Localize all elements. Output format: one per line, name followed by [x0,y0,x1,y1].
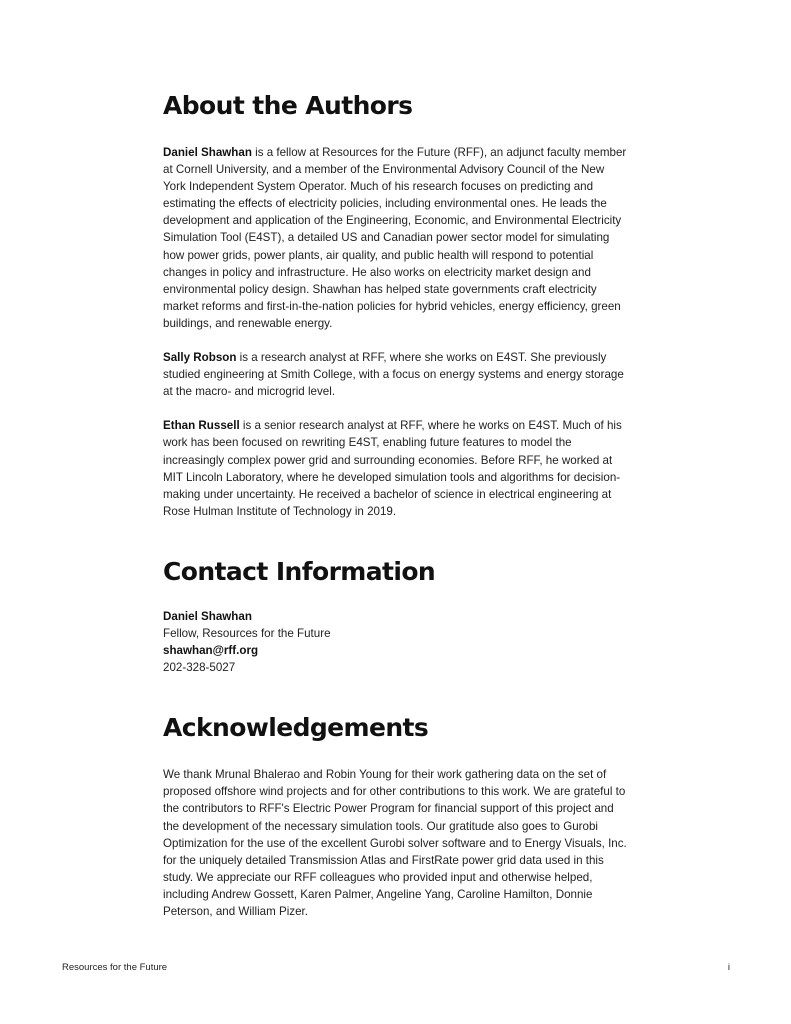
acknowledgements-section [163,710,629,920]
author-bio-russell [163,417,629,520]
about-authors-section [163,88,629,520]
contact-name: Daniel Shawhan [163,609,252,623]
page-content [163,88,629,920]
acknowledgements-heading: Acknowledgements [163,713,429,743]
author-bio-robson [163,349,629,400]
footer-publisher: Resources for the Future [62,962,168,973]
contact-email-link[interactable]: shawhan@rff.org [163,644,259,658]
author-name: Sally Robson [163,351,237,365]
author-bio-text: is a fellow at Resources for the Future (RFF), an adjunct faculty member at Cornell University, and a member of the Environmental Advisory Council of the New York Independent System Operator. Much of his research focuses on predicting and estimating the effects of electricity policies, including environmental ones. He leads the development and application of the Engineering, Economic, and Environmental Electricity Simulation Tool (E4ST), a detailed US and Canadian power sector model for simulating how power grids, power plants, air quality, and public health will respond to potential changes in policy and infrastructure. He also works on electricity market design and environmental policy design. Shawhan has helped state governments craft electricity market reforms and first-in-the-nation policies for hybrid vehicles, energy efficiency, green buildings, and renewable energy. [163,146,627,330]
author-name: Daniel Shawhan [163,146,252,159]
contact-section [163,554,629,676]
author-name: Ethan Russell [163,419,240,433]
about-authors-heading: About the Authors [163,91,413,120]
contact-title: Fellow, Resources for the Future [163,626,331,640]
contact-phone: 202-328-5027 [163,661,236,675]
contact-heading: Contact Information [163,556,436,586]
author-bio-text: is a senior research analyst at RFF, where he works on E4ST. Much of his work has been focused on rewriting E4ST, enabling future features to model the increasingly complex power grid and surrounding economies. Before RFF, he worked at MIT Lincoln Laboratory, where he developed simulation tools and algorithms for decision-making under uncertainty. He received a bachelor of science in electrical engineering at Rose Hulman Institute of Technology in 2019. [163,419,622,518]
author-bio-shawhan [163,144,629,332]
acknowledgements-text: We thank Mrunal Bhalerao and Robin Young for their work gathering data on the set of proposed offshore wind projects and for other contributions to this work. We are grateful to the contributors to RFF's Electric Power Program for financial support of this project and the development of the necessary simulation tools. Our gratitude also goes to Gurobi Optimization for the use of the excellent Gurobi solver software and to Energy Visuals, Inc. for the uniquely detailed Transmission Atlas and FirstRate power grid data used in this study. We appreciate our RFF colleagues who provided input and otherwise helped, including Andrew Gossett, Karen Palmer, Angeline Yang, Caroline Hamilton, Donnie Peterson, and William Pizer. [163,768,627,918]
footer-page-number: i [727,962,730,973]
author-bio-text: is a research analyst at RFF, where she works on E4ST. She previously studied engineering at Smith College, with a focus on energy systems and energy storage at the macro- and microgrid level. [163,351,624,399]
